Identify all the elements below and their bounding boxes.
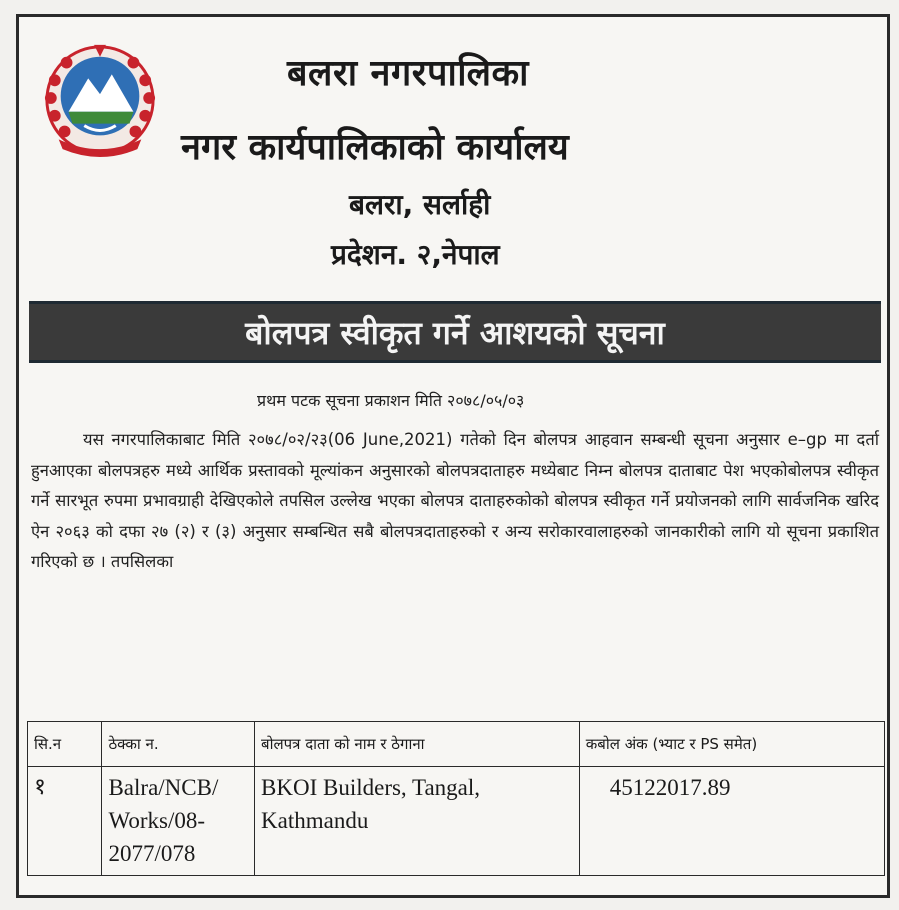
column-header-contract-no: ठेक्का न. [102, 722, 255, 767]
notice-title-banner [29, 301, 881, 363]
cell-amount: 45122017.89 [579, 767, 884, 876]
cell-sn: १ [28, 767, 102, 876]
notice-title: बोलपत्र स्वीकृत गर्ने आशयको सूचना [245, 313, 665, 352]
column-header-amount: कबोल अंक (भ्याट र PS समेत) [579, 722, 884, 767]
nepal-emblem-icon [41, 41, 159, 159]
table-row [28, 767, 885, 876]
cell-contract-no: Balra/NCB/ Works/08- 2077/078 [102, 767, 255, 876]
table-header-row [28, 722, 885, 767]
municipality-name: बलरा नगरपालिका [287, 53, 529, 94]
province-line: प्रदेशन. २,नेपाल [331, 238, 500, 271]
office-name: नगर कार्यपालिकाको कार्यालय [181, 127, 569, 168]
column-header-bidder: बोलपत्र दाता को नाम र ठेगाना [255, 722, 580, 767]
office-location: बलरा, सर्लाही [349, 188, 491, 221]
bid-table [27, 721, 885, 876]
column-header-sn: सि.न [28, 722, 102, 767]
notice-sheet [16, 14, 890, 898]
first-publication-date: प्रथम पटक सूचना प्रकाशन मिति २०७८/०५/०३ [257, 391, 525, 410]
notice-body: यस नगरपालिकाबाट मिति २०७८/०२/२३(06 June,2021) गतेको दिन बोलपत्र आहवान सम्बन्धी सूचना अनुसार e–gp मा दर्ता हुनआएका बोलपत्रहरु मध्ये आर्थिक प्रस्तावको मूल्यांकन अनुसारको बोलपत्रदाताहरु मध्येबाट निम्न बोलपत्र दाताबाट पेश भएकोबोलपत्र स्वीकृत गर्ने सारभूत रुपमा प्रभावग्राही देखिएकोले तपसिल उल्लेख भएका बोलपत्र दाताहरुकोको बोलपत्र स्वीकृत गर्ने प्रयोजनको लागि सार्वजनिक खरिद ऐन २०६३ को दफा २७ (२) र (३) अनुसार सम्बन्धित सबै बोलपत्रदाताहरुको र अन्य सरोकारवालाहरुको जानकारीको लागि यो सूचना प्रकाशित गरिएको छ । तपसिलका [31, 430, 879, 571]
cell-bidder: BKOI Builders, Tangal, Kathmandu [255, 767, 580, 876]
